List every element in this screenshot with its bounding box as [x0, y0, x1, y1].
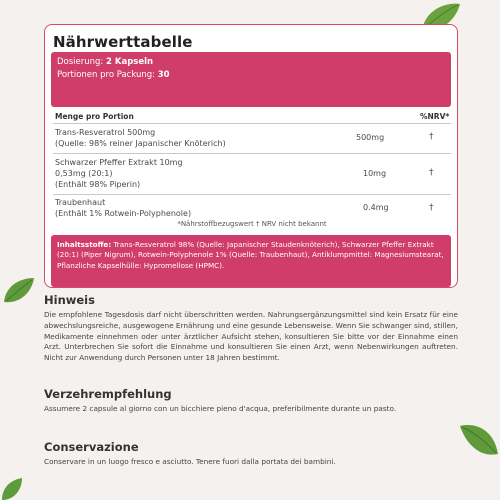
ingredients-label: Inhaltsstoffe: — [57, 240, 112, 249]
ingredient-name: Schwarzer Pfeffer Extrakt 10mg — [55, 158, 183, 167]
section-text-verzehrempfehlung: Assumere 2 capsule al giorno con un bicchiere pieno d'acqua, preferibilmente durante un pasto. — [44, 404, 397, 413]
ingredient-amount: 10mg — [363, 169, 387, 178]
header-nrv: %NRV* — [420, 112, 450, 121]
divider — [53, 153, 451, 154]
divider — [53, 123, 451, 124]
card-title: Nährwerttabelle — [53, 33, 193, 51]
ingredient-nrv: † — [429, 168, 434, 178]
header-amount-per-portion: Menge pro Portion — [55, 112, 134, 121]
ingredients-band — [51, 235, 451, 287]
nutrition-table-card — [44, 24, 458, 288]
dosage-row — [57, 57, 153, 67]
nrv-footnote: *Nährstoffbezugswert † NRV nicht bekannt — [177, 220, 327, 228]
dosage-label: Dosierung: — [57, 57, 104, 67]
portions-value: 30 — [157, 70, 170, 80]
ingredient-amount: 0.4mg — [363, 203, 389, 212]
ingredient-nrv: † — [429, 203, 434, 213]
portions-row — [57, 70, 170, 80]
ingredient-amount: 500mg — [356, 133, 385, 142]
ingredient-nrv: † — [429, 132, 434, 142]
table-row — [55, 197, 191, 219]
section-heading-conservazione: Conservazione — [44, 440, 139, 454]
ingredient-name: Traubenhaut — [55, 198, 106, 207]
ingredient-detail: (Enthält 98% Piperin) — [55, 180, 141, 189]
leaf-icon — [458, 420, 500, 460]
divider — [53, 194, 451, 195]
table-row — [55, 157, 183, 190]
ingredient-detail: (Enthält 1% Rotwein-Polyphenole) — [55, 209, 192, 218]
dosage-value: 2 Kapseln — [106, 57, 154, 67]
section-text-hinweis: Die empfohlene Tagesdosis darf nicht überschritten werden. Nahrungsergänzungsmittel sind kein Ersatz für eine abwechslungsreiche, ausgewogene Ernährung und eine gesunde Lebensweise. Wenn Sie schwanger sind, stillen, Medikamente einnehmen oder unter ärztlicher Aufsicht stehen, konsultieren Sie bitte vor der Einnahme einen Arzt. Unterbrechen Sie sofort die Einnahme und konsultieren Sie einen Arzt, wenn Nebenwirkungen auftreten. Nicht zur Anwendung durch Personen unter 18 Jahren bestimmt. — [44, 310, 458, 363]
ingredient-detail: 0,53mg (20:1) — [55, 169, 113, 178]
ingredients-text: Trans-Resveratrol 98% (Quelle: Japanischer Staudenknöterich), Schwarzer Pfeffer Extrakt (20:1) (Piper Nigrum), Rotwein-Polyphenole 1% (Quelle: Traubenhaut), Antiklumpmittel: Magnesiumstearat, Pflanzliche Kapselhülle: Hypromellose (HPMC). — [57, 240, 444, 270]
ingredient-name: Trans-Resveratrol 500mg — [55, 128, 156, 137]
leaf-icon — [0, 478, 22, 500]
ingredient-detail: (Quelle: 98% reiner Japanischer Knöterich) — [55, 139, 226, 148]
portions-label: Portionen pro Packung: — [57, 70, 156, 80]
leaf-icon — [2, 276, 36, 306]
section-text-conservazione: Conservare in un luogo fresco e asciutto. Tenere fuori dalla portata dei bambini. — [44, 457, 336, 466]
section-heading-hinweis: Hinweis — [44, 293, 95, 307]
table-row — [55, 127, 226, 149]
section-heading-verzehrempfehlung: Verzehrempfehlung — [44, 387, 172, 401]
dosage-band — [51, 52, 451, 107]
